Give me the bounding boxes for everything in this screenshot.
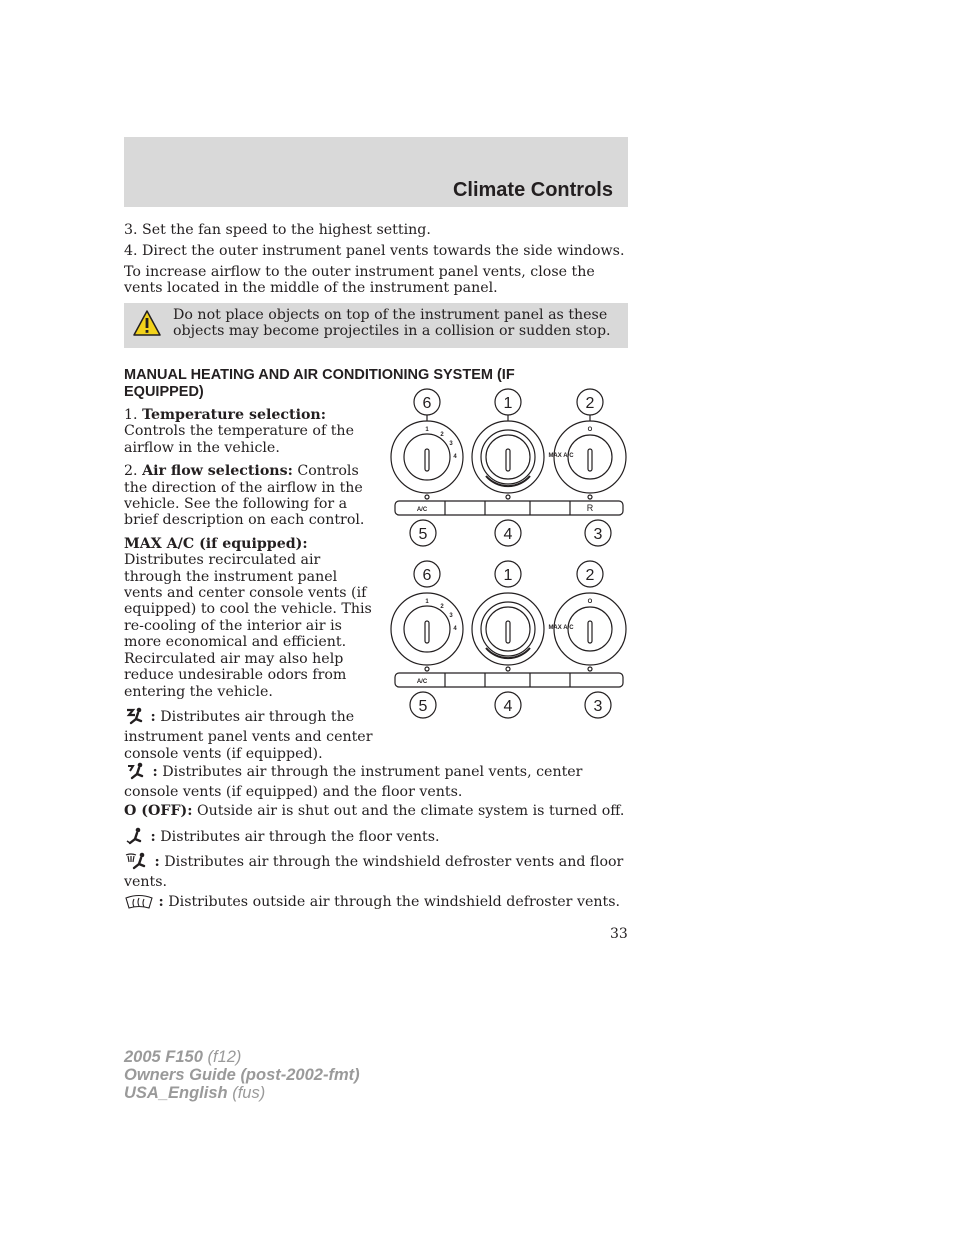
header-band bbox=[124, 137, 628, 207]
temperature-number: 1. bbox=[124, 407, 138, 423]
floor-colon: : bbox=[150, 829, 156, 845]
fan-mark-2: 2 bbox=[440, 432, 444, 438]
floor-mode-para bbox=[124, 827, 440, 849]
panel-mode-para bbox=[124, 707, 374, 762]
step-3-text: 3. Set the fan speed to the highest setting. bbox=[124, 222, 431, 238]
panel-floor-mode-para bbox=[124, 762, 628, 801]
callout-6-bottom: 6 bbox=[422, 567, 432, 584]
panel-floor-colon: : bbox=[152, 764, 158, 780]
callout-3-bottom: 3 bbox=[593, 698, 603, 715]
document-footer bbox=[124, 1048, 360, 1102]
panel-floor-desc: Distributes air through the instrument panel vents, center console vents (if equipped) and the floor vents. bbox=[124, 764, 583, 801]
panel-colon: : bbox=[150, 708, 156, 725]
page-number: 33 bbox=[610, 926, 628, 942]
warning-triangle-icon bbox=[133, 310, 161, 340]
fan-mark-4-bottom: 4 bbox=[453, 626, 457, 632]
defrost-colon: : bbox=[158, 894, 164, 910]
off-label: O (OFF): bbox=[124, 803, 193, 819]
footer-language-code: (fus) bbox=[227, 1084, 266, 1102]
airflow-selection-para bbox=[124, 463, 374, 529]
ac-button-label-bottom: A/C bbox=[416, 679, 428, 685]
airflow-desc: Controls the direction of the airflow in the vehicle. See the following for a brief description on each control. bbox=[124, 463, 365, 529]
panel-vent-icon bbox=[124, 707, 146, 729]
defrost-floor-desc: Distributes air through the windshield defroster vents and floor vents. bbox=[124, 854, 624, 891]
fan-mark-4: 4 bbox=[453, 454, 457, 460]
fan-mark-1-bottom: 1 bbox=[425, 599, 429, 605]
callout-6-top: 6 bbox=[422, 395, 432, 412]
windshield-defrost-icon bbox=[124, 894, 154, 914]
temperature-label: Temperature selection: bbox=[142, 407, 326, 423]
floor-desc: Distributes air through the floor vents. bbox=[160, 829, 440, 845]
footer-language: USA_English bbox=[124, 1084, 228, 1102]
recirc-r-label: R bbox=[586, 503, 594, 513]
callout-1-bottom: 1 bbox=[503, 567, 513, 584]
off-desc: Outside air is shut out and the climate system is turned off. bbox=[196, 803, 625, 819]
footer-line-1 bbox=[124, 1048, 360, 1066]
section-heading: MANUAL HEATING AND AIR CONDITIONING SYSTEM (IF EQUIPPED) bbox=[124, 367, 515, 400]
climate-control-figure bbox=[385, 385, 635, 729]
fan-mark-1: 1 bbox=[425, 427, 429, 433]
warning-box bbox=[124, 303, 628, 348]
left-column bbox=[124, 407, 374, 769]
footer-model: 2005 F150 bbox=[124, 1048, 203, 1066]
floor-vent-icon bbox=[124, 827, 146, 849]
callout-1-top: 1 bbox=[503, 395, 513, 412]
callout-5-top: 5 bbox=[418, 526, 428, 543]
footer-line-2: Owners Guide (post-2002-fmt) bbox=[124, 1066, 360, 1084]
fan-mark-2-bottom: 2 bbox=[440, 604, 444, 610]
max-ac-label: MAX A/C (if equipped): bbox=[124, 535, 308, 552]
panel-floor-vent-icon bbox=[124, 762, 148, 784]
off-mark: O bbox=[587, 427, 593, 433]
callout-3-top: 3 bbox=[593, 526, 603, 543]
airflow-number: 2. bbox=[124, 463, 138, 480]
temperature-selection-para bbox=[124, 407, 374, 456]
defrost-mode-para bbox=[124, 894, 620, 914]
ac-button-label: A/C bbox=[416, 507, 428, 513]
panel-mode-desc: Distributes air through the instrument panel vents and center console vents (if equipped). bbox=[124, 708, 373, 762]
max-ac-mark-bottom: MAX A/C bbox=[548, 625, 574, 631]
callout-4-bottom: 4 bbox=[503, 698, 513, 715]
airflow-tip-text: To increase airflow to the outer instrument panel vents, close the vents located in the middle of the instrument panel. bbox=[124, 264, 595, 297]
warning-text: Do not place objects on top of the instrument panel as these objects may become projectiles in a collision or sudden stop. bbox=[173, 307, 611, 340]
off-mark-bottom: O bbox=[587, 599, 593, 605]
fan-mark-3-bottom: 3 bbox=[449, 613, 453, 619]
footer-model-code: (f12) bbox=[202, 1048, 242, 1066]
footer-line-3 bbox=[124, 1084, 360, 1102]
max-ac-mark: MAX A/C bbox=[548, 453, 574, 459]
temperature-desc: Controls the temperature of the airflow in the vehicle. bbox=[124, 423, 354, 456]
callout-5-bottom: 5 bbox=[418, 698, 428, 715]
defrost-floor-icon bbox=[124, 852, 150, 874]
defrost-floor-mode-para bbox=[124, 852, 628, 891]
callout-2-bottom: 2 bbox=[585, 567, 595, 584]
defrost-desc: Distributes outside air through the windshield defroster vents. bbox=[168, 894, 620, 910]
callout-2-top: 2 bbox=[585, 395, 595, 412]
max-ac-desc: Distributes recirculated air through the instrument panel vents and center console vents (if equipped) to cool the vehicle. This re-cooling of the interior air is more economical and efficient. Recirculated air may also help reduce undesirable odors from entering the vehicle. bbox=[124, 552, 372, 700]
airflow-label: Air flow selections: bbox=[142, 463, 293, 480]
callout-4-top: 4 bbox=[503, 526, 513, 543]
max-ac-para bbox=[124, 536, 374, 700]
fan-mark-3: 3 bbox=[449, 441, 453, 447]
step-4-text: 4. Direct the outer instrument panel vents towards the side windows. bbox=[124, 243, 625, 259]
page-title: Climate Controls bbox=[452, 179, 613, 201]
defrost-floor-colon: : bbox=[154, 854, 160, 870]
off-mode-para bbox=[124, 803, 624, 819]
